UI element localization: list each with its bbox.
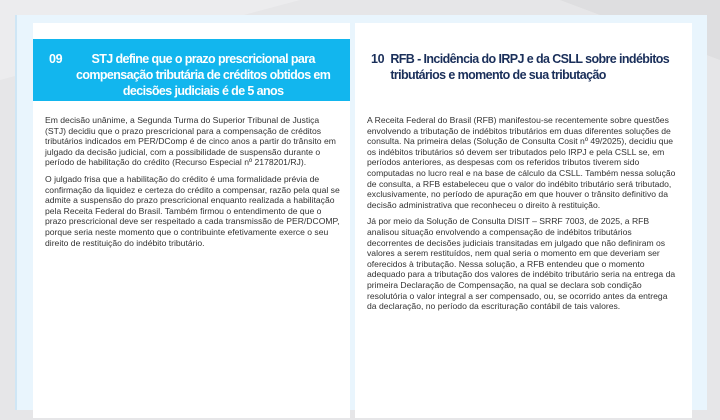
article-09-header <box>33 39 350 101</box>
article-10-paragraph-2: Já por meio da Solução de Consulta DISIT – SRRF 7003, de 2025, a RFB analisou situação envolvendo a compensação de indébitos tributários decorrentes de decisões judiciais transitadas em julgado que não definiram os valores a serem restituídos, nem qual seria o momento em que deveriam ser oferecidos à tributação. Nessa solução, a RFB entendeu que o momento adequado para a tributação dos valores de indébito tributário seria na entrega da primeira Declaração de Compensação, na qual se declara sob condição resolutória o valor integral a ser compensado, ou, se ocorrido antes da entrega da declaração, no período da escrituração contábil de tais valores. <box>367 216 676 312</box>
article-09-paragraph-1: Em decisão unânime, a Segunda Turma do Superior Tribunal de Justiça (STJ) decidiu que o prazo prescricional para a compensação de créditos tributários indicados em PER/DComp é de cinco anos a partir do trânsito em julgado da decisão judicial, com a possibilidade de suspensão durante o período de habilitação do crédito (Recurso Especial nº 2178201/RJ). <box>45 115 336 168</box>
article-10-panel <box>355 23 692 418</box>
article-09-panel <box>33 23 350 418</box>
article-10-header <box>355 39 692 101</box>
article-10-body <box>367 115 678 318</box>
article-09-paragraph-2: O julgado frisa que a habilitação do crédito é uma formalidade prévia de confirmação da liquidez e certeza do crédito a compensar, razão pela qual se admite a suspensão do prazo prescricional enquanto realizada a habilitação pela Receita Federal do Brasil. Também firmou o entendimento de que o prazo prescricional deve ser respeitado a cada transmissão de PER/DCOMP, porque seria neste momento que o contribuinte efetivamente exerce o seu direito de restituição do indébito tributário. <box>45 173 340 248</box>
article-10-paragraph-1: A Receita Federal do Brasil (RFB) manifestou-se recentemente sobre questões envolvendo a tributação de indébitos tributários em duas diferentes soluções de consulta. Na primeira delas (Solução de Consulta Cosit nº 49/2025), decidiu que os indébitos tributários só devem ser tributados pelo IRPJ e pela CSLL se, em períodos anteriores, as despesas com os referidos tributos tiverem sido computadas no lucro real e na base de cálculo da CSLL. Também nessa solução de consulta, a RFB estabeleceu que o valor do indébito tributário será tributado, exclusivamente, no período de apuração em que houver o trânsito definitivo da decisão administrativa que reconheceu o direito à restituição. <box>367 115 676 210</box>
article-09-body <box>45 115 340 254</box>
article-10-number: 10 <box>371 52 385 66</box>
article-09-number: 09 <box>49 52 63 66</box>
article-10-title: RFB - Incidência do IRPJ e da CSLL sobre indébitos tributários e momento de sua tributação <box>390 52 670 82</box>
article-09-title: STJ define que o prazo prescricional para compensação tributária de créditos obtidos em decisões judiciais é de 5 anos <box>75 52 331 98</box>
